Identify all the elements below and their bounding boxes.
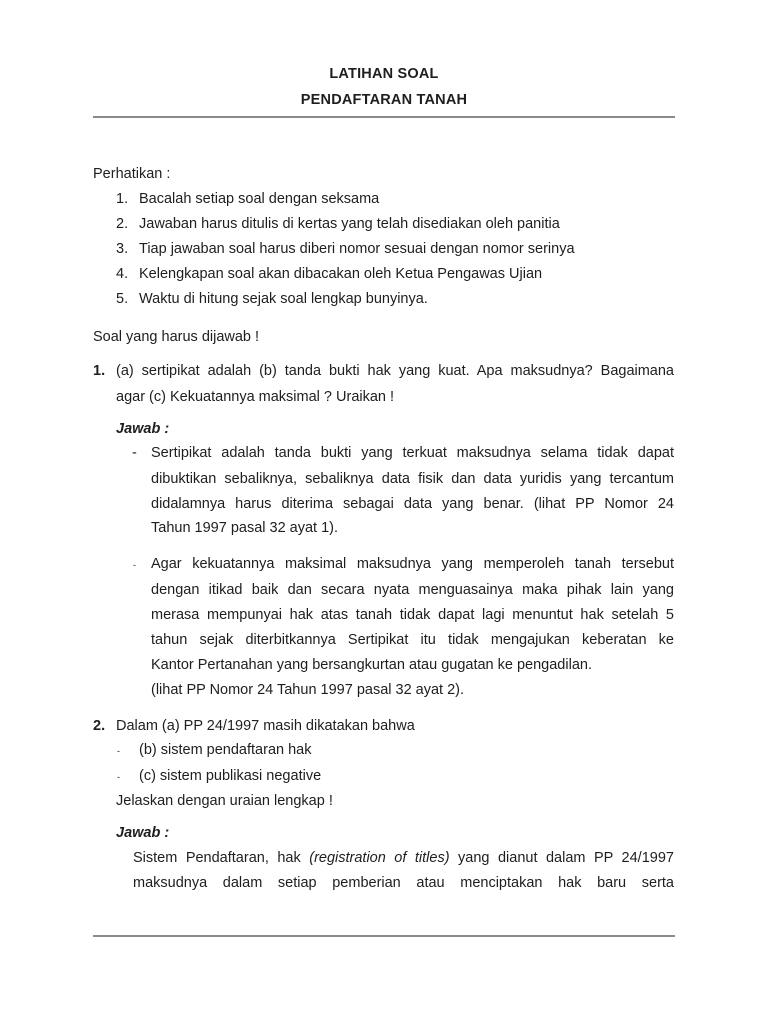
instruction-number: 2. <box>116 216 129 232</box>
instructions-heading: Perhatikan : <box>93 166 171 182</box>
section-heading: Soal yang harus dijawab ! <box>93 329 260 345</box>
bullet-dash: - <box>117 746 120 756</box>
answer-text: dibuktikan sebaliknya, sebaliknya data fisik dan data yuridis yang tercantum <box>151 471 674 487</box>
answer-text: Kantor Pertanahan yang bersangkurtan atau gugatan ke pengadilan. <box>151 657 592 673</box>
answer-text: maksudnya dalam setiap pemberian atau menciptakan hak baru serta <box>133 875 674 891</box>
document-title: LATIHAN SOAL <box>329 66 439 82</box>
instruction-text: Waktu di hitung sejak soal lengkap bunyinya. <box>139 291 428 307</box>
bottom-divider <box>93 935 675 937</box>
answer-text: tahun sejak diterbitkannya Sertipikat itu tidak mengajukan keberatan ke <box>151 632 674 648</box>
answer-text: Sistem Pendaftaran, hak (registration of titles) yang dianut dalam PP 24/1997 <box>133 850 674 866</box>
question-number: 2. <box>93 718 106 734</box>
question-number: 1. <box>93 363 106 379</box>
answer-text: Sertipikat adalah tanda bukti yang terkuat maksudnya selama tidak dapat <box>151 445 674 461</box>
answer-text: Tahun 1997 pasal 32 ayat 1). <box>151 520 339 536</box>
instruction-number: 5. <box>116 291 129 307</box>
instruction-text: Tiap jawaban soal harus diberi nomor sesuai dengan nomor serinya <box>139 241 575 257</box>
top-divider <box>93 116 675 118</box>
answer-text: dengan itikad baik dan secara nyata menguasainya maka pihak lain yang <box>151 582 674 598</box>
answer-text: didalamnya harus diterima sebagai data yang benar. (lihat PP Nomor 24 <box>151 496 674 512</box>
instruction-number: 3. <box>116 241 129 257</box>
question-text: Dalam (a) PP 24/1997 masih dikatakan bahwa <box>116 718 415 734</box>
bullet-dash: - <box>132 445 137 461</box>
bullet-dash: - <box>117 772 120 782</box>
answer-label: Jawab : <box>116 421 170 437</box>
instruction-number: 1. <box>116 191 129 207</box>
question-text: (a) sertipikat adalah (b) tanda bukti hak yang kuat. Apa maksudnya? Bagaimana <box>116 363 674 379</box>
answer-reference: (lihat PP Nomor 24 Tahun 1997 pasal 32 ayat 2). <box>151 682 465 698</box>
instruction-text: Kelengkapan soal akan dibacakan oleh Ketua Pengawas Ujian <box>139 266 543 282</box>
instruction-number: 4. <box>116 266 129 282</box>
answer-text: Agar kekuatannya maksimal maksudnya yang memperoleh tanah tersebut <box>151 556 674 572</box>
answer-text: merasa mempunyai hak atas tanah tidak dapat lagi menuntut hak setelah 5 <box>151 607 674 623</box>
question-subitem: (c) sistem publikasi negative <box>139 768 322 784</box>
question-text: agar (c) Kekuatannya maksimal ? Uraikan ! <box>116 389 395 405</box>
bullet-dash: - <box>133 560 136 570</box>
question-instruction: Jelaskan dengan uraian lengkap ! <box>116 793 333 809</box>
question-subitem: (b) sistem pendaftaran hak <box>139 742 312 758</box>
instruction-text: Bacalah setiap soal dengan seksama <box>139 191 380 207</box>
instruction-text: Jawaban harus ditulis di kertas yang telah disediakan oleh panitia <box>139 216 560 232</box>
document-subtitle: PENDAFTARAN TANAH <box>300 92 468 108</box>
answer-label: Jawab : <box>116 825 170 841</box>
